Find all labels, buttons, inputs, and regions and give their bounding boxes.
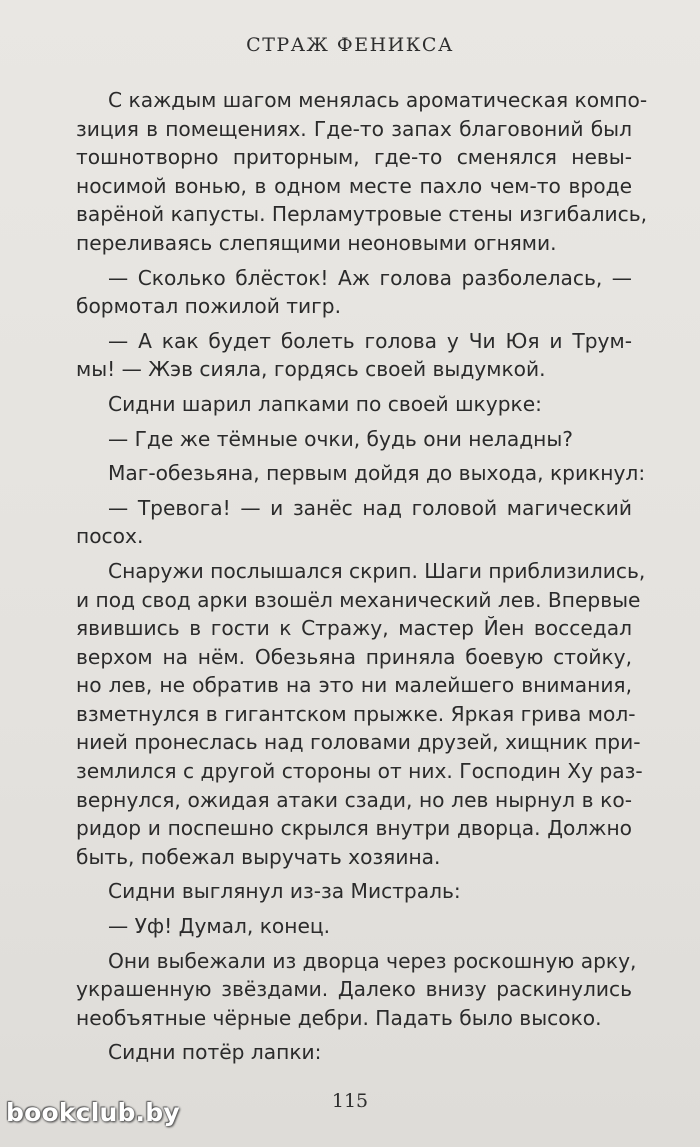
text-line: посох. (76, 524, 144, 549)
text-line: — Где же тёмные очки, будь они неладны? (108, 426, 574, 451)
text-line: и под свод арки взошёл механический лев. Впервые (76, 587, 641, 612)
text-line: Маг-обезьяна, первым дойдя до выхода, крикнул: (108, 461, 646, 486)
text-line: зиция в помещениях. Где-то запах благовоний был (76, 116, 632, 141)
text-line: носимой вонью, в одном месте пахло чем-то вроде (76, 173, 632, 198)
text-line: взметнулся в гигантском прыжке. Яркая грива мол- (76, 701, 636, 726)
text-line: Сидни выглянул из-за Мистраль: (108, 879, 461, 904)
text-line: Сидни шарил лапками по своей шкурке: (108, 391, 542, 416)
text-line: явившись в гости к Стражу, мастер Йен восседал (76, 616, 632, 641)
watermark-logo: bookclub.by (6, 1098, 180, 1127)
text-line: тошнотворно приторным, где-то сменялся невы- (76, 145, 632, 170)
text-line: — Сколько блёсток! Аж голова разболелась, — (108, 265, 632, 290)
body-text (76, 86, 648, 1067)
text-line: ридор и поспешно скрылся внутри дворца. Должно (76, 816, 632, 841)
text-line: С каждым шагом менялась ароматическая компо- (108, 88, 648, 112)
text-line: — А как будет болеть голова у Чи Юя и Трум- (108, 328, 632, 353)
text-line: вернулся, ожидая атаки сзади, но лев нырнул в ко- (76, 787, 632, 812)
text-line: — Уф! Думал, конец. (108, 914, 331, 939)
text-line: Они выбежали из дворца через роскошную арку, (108, 948, 637, 973)
text-line: быть, побежал выручать хозяина. (76, 844, 441, 869)
text-line: украшенную звёздами. Далеко внизу раскинулись (76, 977, 632, 1002)
text-line: нией пронеслась над головами друзей, хищник при- (76, 730, 641, 755)
text-line: бормотал пожилой тигр. (76, 294, 342, 319)
text-line: верхом на нём. Обезьяна приняла боевую стойку, (76, 644, 632, 669)
text-line: переливаясь слепящими неоновыми огнями. (76, 230, 557, 255)
text-line: необъятные чёрные дебри. Падать было высоко. (76, 1005, 602, 1030)
text-line: землился с другой стороны от них. Господин Ху раз- (76, 759, 643, 784)
text-line: варёной капусты. Перламутровые стены изгибались, (76, 202, 648, 227)
text-line: Сидни потёр лапки: (108, 1040, 322, 1065)
page-number: 115 (331, 1090, 369, 1112)
running-head: СТРАЖ ФЕНИКСА (246, 34, 454, 56)
text-line: — Тревога! — и занёс над головой магический (108, 495, 632, 520)
text-line: мы! — Жэв сияла, гордясь своей выдумкой. (76, 357, 546, 382)
text-line: но лев, не обратив на это ни малейшего внимания, (76, 673, 632, 698)
text-line: Снаружи послышался скрип. Шаги приблизились, (108, 558, 646, 583)
